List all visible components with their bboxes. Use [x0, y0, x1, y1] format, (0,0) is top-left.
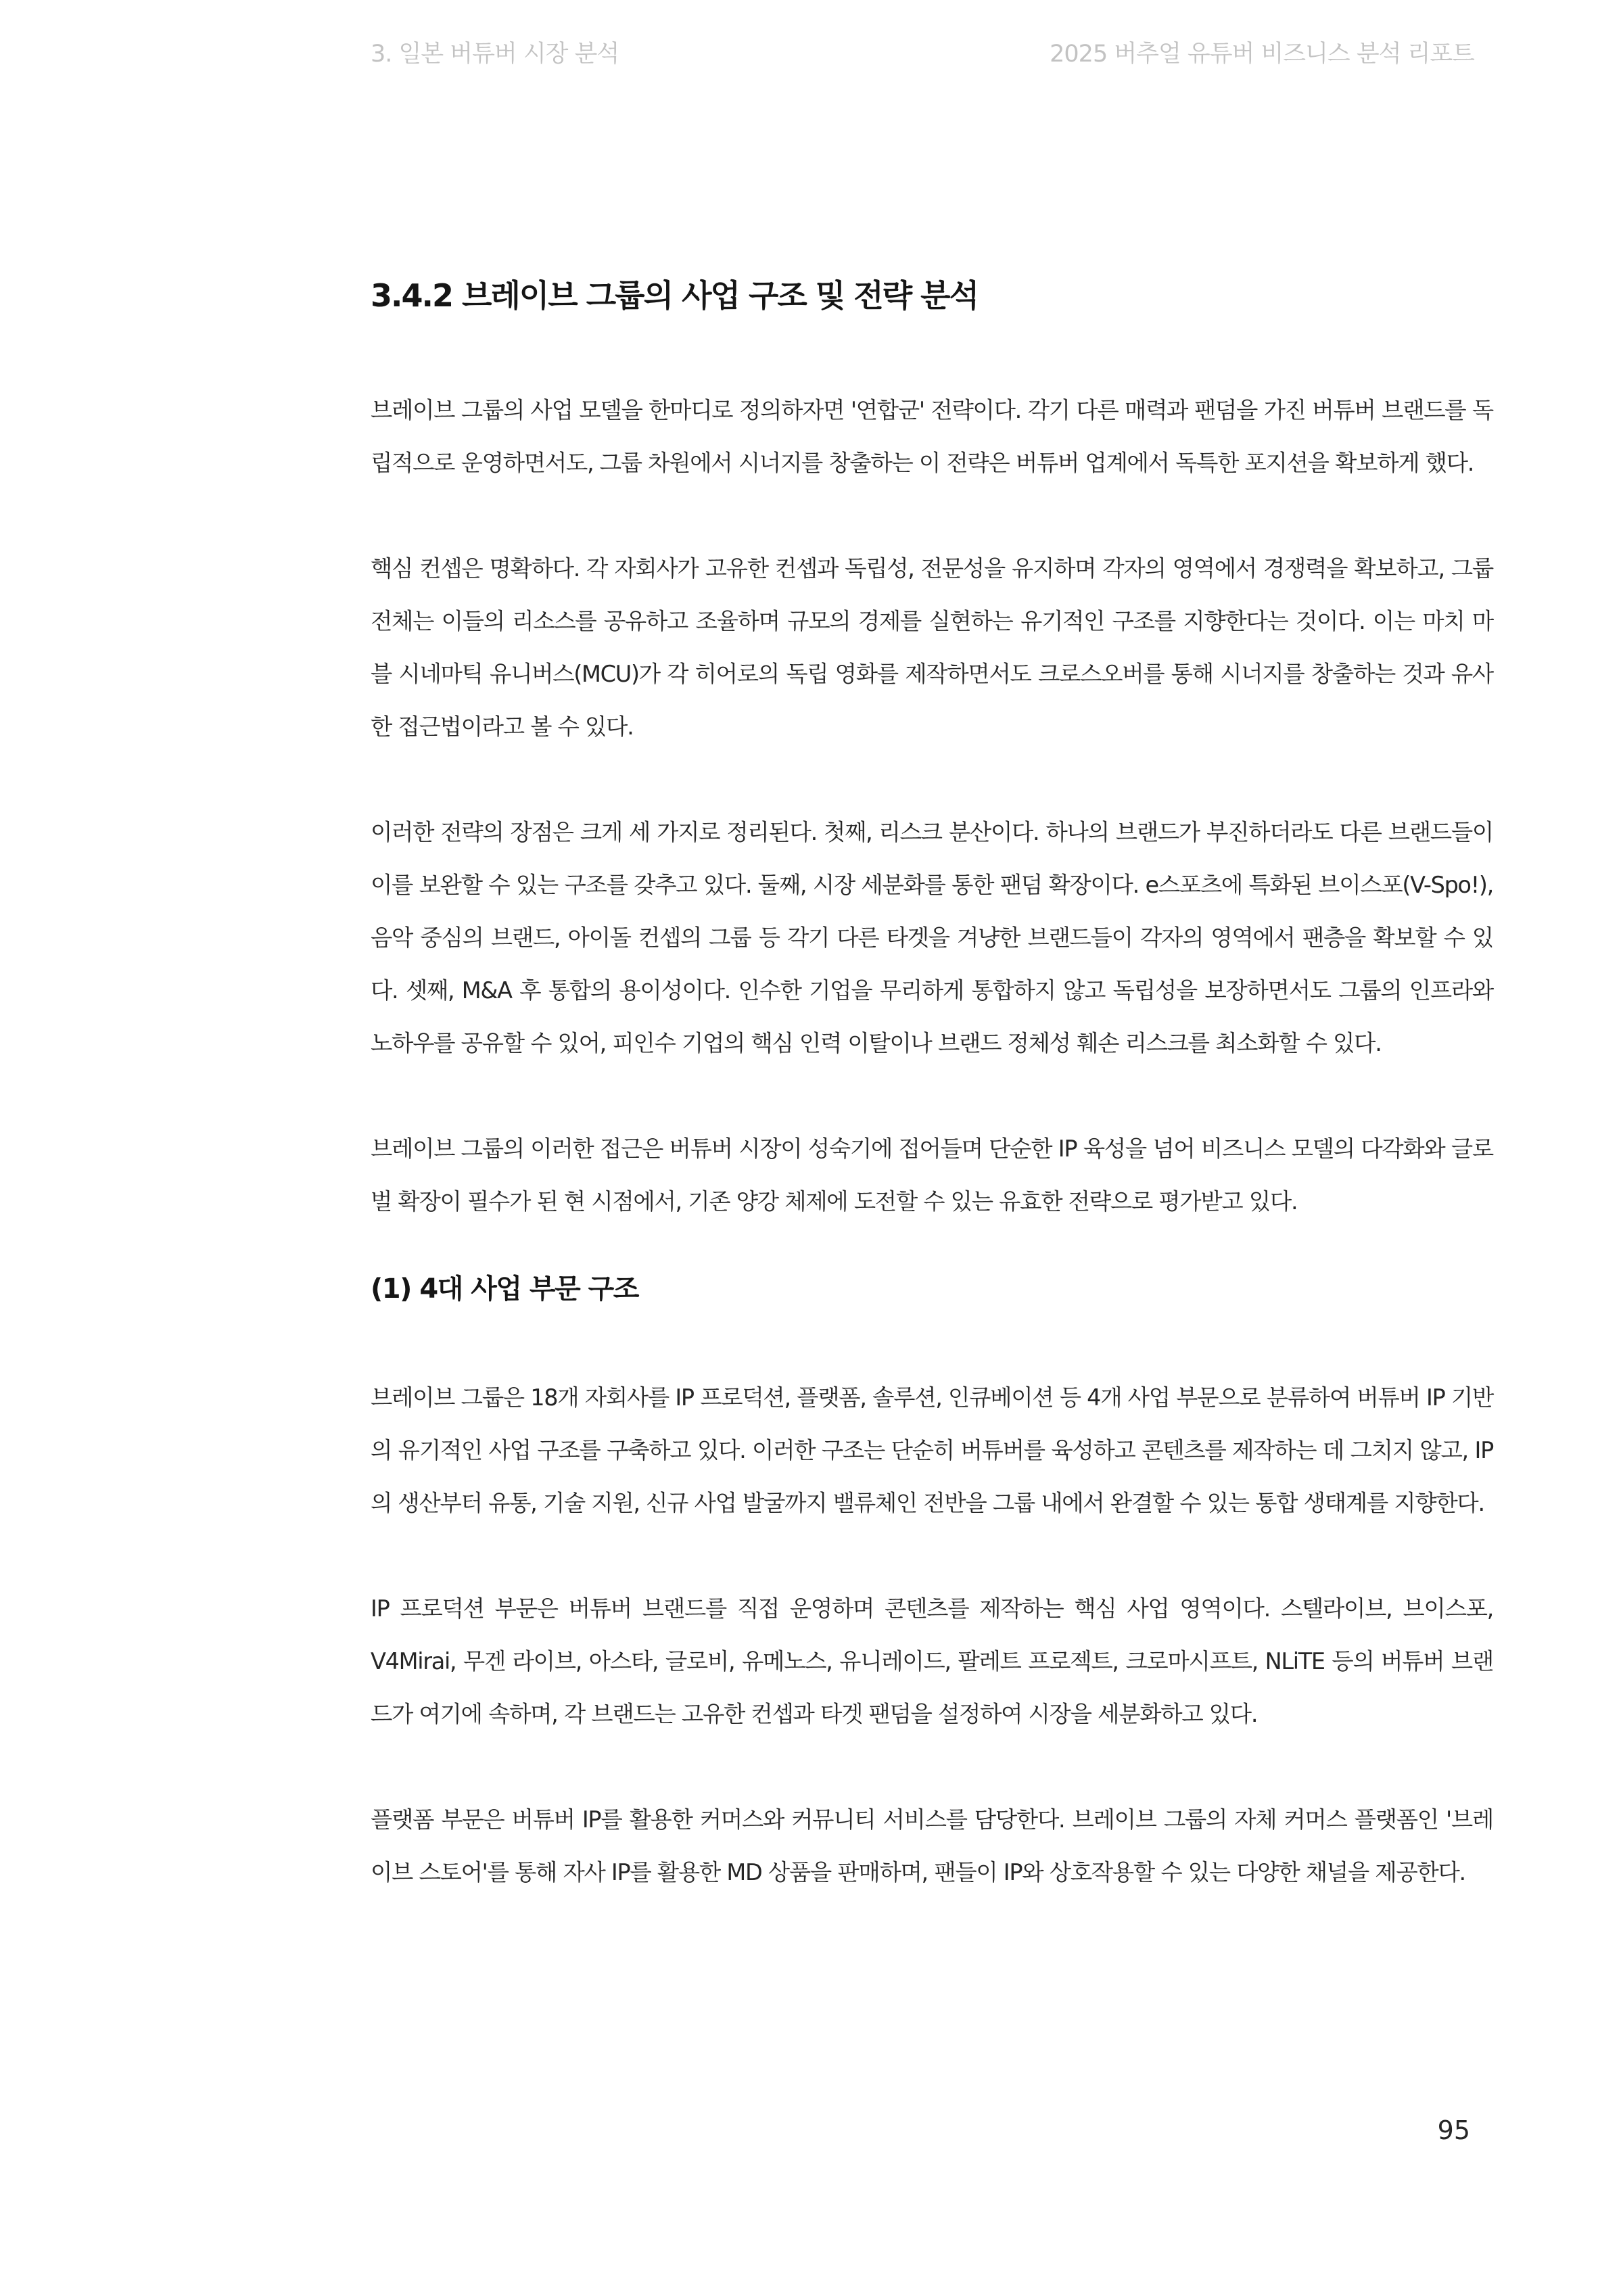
paragraph: 브레이브 그룹의 사업 모델을 한마디로 정의하자면 '연합군' 전략이다. 각기 다른 매력과 팬덤을 가진 버튜버 브랜드를 독립적으로 운영하면서도, 그룹 차원에서 시너지를 창출하는 이 전략은 버튜버 업계에서 독특한 포지션을 확보하게 했다. — [371, 397, 1493, 476]
section-heading: 3.4.2 브레이브 그룹의 사업 구조 및 전략 분석 — [371, 277, 979, 314]
page-content — [371, 269, 1493, 1952]
paragraph: IP 프로덕션 부문은 버튜버 브랜드를 직접 운영하며 콘텐츠를 제작하는 핵심 사업 영역이다. 스텔라이브, 브이스포, V4Mirai, 무겐 라이브, 아스타, 글로비, 유메노스, 유니레이드, 팔레트 프로젝트, 크로마시프트, NLiTE 등의 버튜버 브랜드가 여기에 속하며, 각 브랜드는 고유한 컨셉과 타겟 팬덤을 설정하여 시장을 세분화하고 있다. — [371, 1595, 1493, 1727]
chapter-label: 3. 일본 버튜버 시장 분석 — [371, 41, 619, 68]
paragraph: 핵심 컨셉은 명확하다. 각 자회사가 고유한 컨셉과 독립성, 전문성을 유지하며 각자의 영역에서 경쟁력을 확보하고, 그룹 전체는 이들의 리소스를 공유하고 조율하며 규모의 경제를 실현하는 유기적인 구조를 지향한다는 것이다. 이는 마치 마블 시네마틱 유니버스(MCU)가 각 히어로의 독립 영화를 제작하면서도 크로스오버를 통해 시너지를 창출하는 것과 유사한 접근법이라고 볼 수 있다. — [371, 555, 1493, 740]
paragraph: 브레이브 그룹은 18개 자회사를 IP 프로덕션, 플랫폼, 솔루션, 인큐베이션 등 4개 사업 부문으로 분류하여 버튜버 IP 기반의 유기적인 사업 구조를 구축하고 있다. 이러한 구조는 단순히 버튜버를 육성하고 콘텐츠를 제작하는 데 그치지 않고, IP의 생산부터 유통, 기술 지원, 신규 사업 발굴까지 밸류체인 전반을 그룹 내에서 완결할 수 있는 통합 생태계를 지향한다. — [371, 1384, 1493, 1516]
page-number: 95 — [1437, 2115, 1470, 2145]
paragraph: 플랫폼 부문은 버튜버 IP를 활용한 커머스와 커뮤니티 서비스를 담당한다. 브레이브 그룹의 자체 커머스 플랫폼인 '브레이브 스토어'를 통해 자사 IP를 활용한 MD 상품을 판매하며, 팬들이 IP와 상호작용할 수 있는 다양한 채널을 제공한다. — [371, 1806, 1493, 1885]
paragraph: 브레이브 그룹의 이러한 접근은 버튜버 시장이 성숙기에 접어들며 단순한 IP 육성을 넘어 비즈니스 모델의 다각화와 글로벌 확장이 필수가 된 현 시점에서, 기존 양강 체제에 도전할 수 있는 유효한 전략으로 평가받고 있다. — [371, 1135, 1493, 1215]
paragraph: 이러한 전략의 장점은 크게 세 가지로 정리된다. 첫째, 리스크 분산이다. 하나의 브랜드가 부진하더라도 다른 브랜드들이 이를 보완할 수 있는 구조를 갖추고 있다. 둘째, 시장 세분화를 통한 팬덤 확장이다. e스포츠에 특화된 브이스포(V-Spo!), 음악 중심의 브랜드, 아이돌 컨셉의 그룹 등 각기 다른 타겟을 겨냥한 브랜드들이 각자의 영역에서 팬층을 확보할 수 있다. 셋째, M&A 후 통합의 용이성이다. 인수한 기업을 무리하게 통합하지 않고 독립성을 보장하면서도 그룹의 인프라와 노하우를 공유할 수 있어, 피인수 기업의 핵심 인력 이탈이나 브랜드 정체성 훼손 리스크를 최소화할 수 있다. — [371, 819, 1493, 1056]
running-header — [371, 35, 1474, 76]
subsection-heading: (1) 4대 사업 부문 구조 — [371, 1273, 638, 1305]
report-title: 2025 버추얼 유튜버 비즈니스 분석 리포트 — [1050, 41, 1474, 68]
